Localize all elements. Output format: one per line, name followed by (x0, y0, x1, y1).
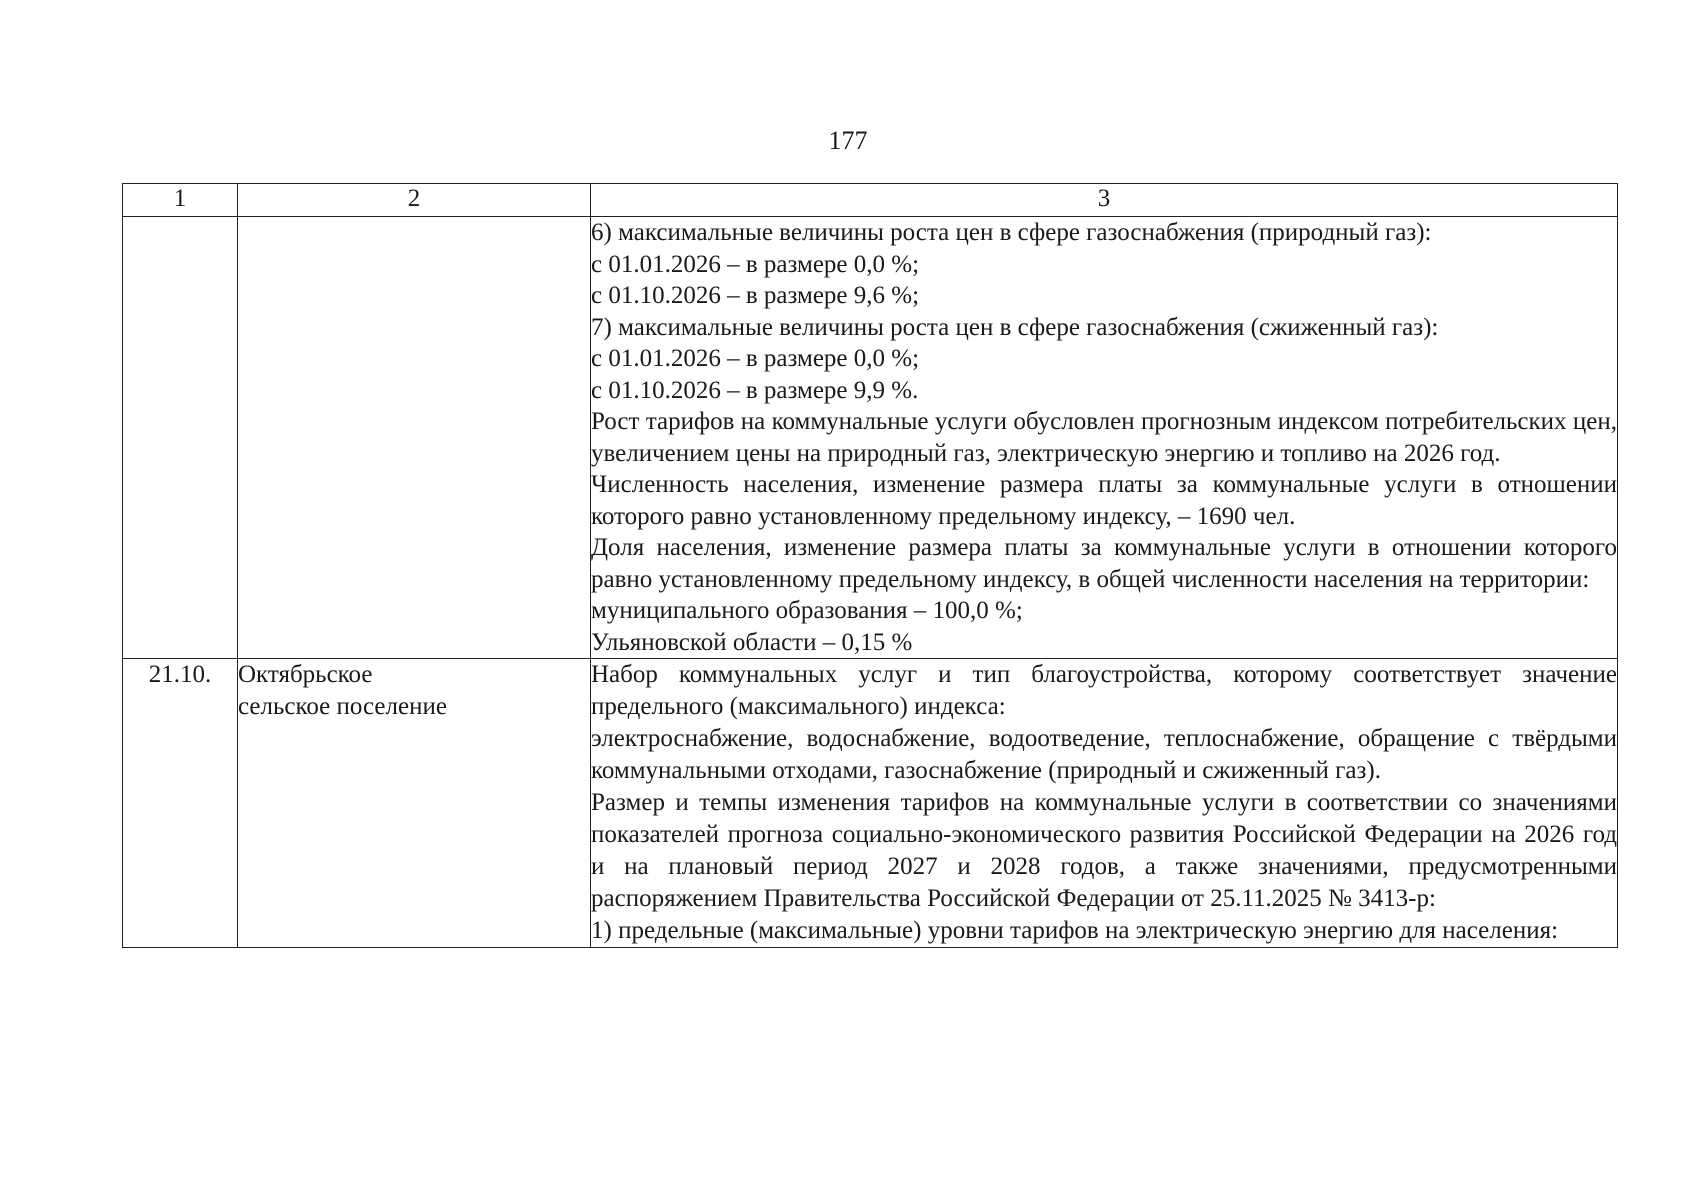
settlement-name-cell (238, 659, 591, 948)
paragraph: электроснабжение, водоснабжение, водоотведение, теплоснабжение, обращение с твёрдыми коммунальными отходами, газоснабжение (природный и сжиженный газ). (591, 725, 1617, 784)
description-cell (591, 659, 1618, 948)
tariff-table (122, 183, 1618, 948)
settlement-name-line: сельское поселение (238, 693, 447, 720)
paragraph: с 01.01.2026 – в размере 0,0 %; (591, 250, 920, 278)
settlement-name-cell (238, 217, 591, 659)
paragraph: 1) предельные (максимальные) уровни тарифов на электрическую энергию для населения: (591, 917, 1559, 944)
page-number: 177 (828, 126, 868, 155)
paragraph: с 01.01.2026 – в размере 0,0 %; (591, 345, 920, 372)
paragraph: Размер и темпы изменения тарифов на коммунальные услуги в соответствии со значениями показателей прогноза социально-экономического развития Российской Федерации на 2026 год и на плановый период 2027 и 2028 годов, а также значениями, предусмотренными распоряжением Правительства Российской Федерации от 25.11.2025 № 3413-р: (591, 789, 1617, 912)
paragraph: 7) максимальные величины роста цен в сфере газоснабжения (сжиженный газ): (591, 313, 1439, 341)
table-row (123, 659, 1618, 948)
row-number-cell (123, 217, 238, 659)
paragraph: с 01.10.2026 – в размере 9,9 %. (591, 376, 919, 404)
paragraph: муниципального образования – 100,0 %; (591, 597, 1023, 624)
paragraph: Ульяновской области – 0,15 % (591, 628, 913, 656)
table-row (123, 217, 1618, 659)
column-header-3: 3 (591, 184, 1618, 217)
paragraph: Рост тарифов на коммунальные услуги обусловлен прогнозным индексом потребительских цен, увеличением цены на природный газ, электрическую энергию и топливо на 2026 год. (591, 408, 1617, 467)
paragraph: 6) максимальные величины роста цен в сфере газоснабжения (природный газ): (591, 219, 1432, 246)
paragraph: с 01.10.2026 – в размере 9,6 %; (591, 282, 920, 309)
table-header-row (123, 184, 1618, 217)
description-cell (591, 217, 1618, 659)
row-number-cell: 21.10. (123, 659, 238, 948)
column-header-2: 2 (238, 184, 591, 217)
paragraph: Набор коммунальных услуг и тип благоустройства, которому соответствует значение предельного (максимального) индекса: (591, 661, 1617, 720)
paragraph: Доля населения, изменение размера платы за коммунальные услуги в отношении которого равно установленному предельному индексу, в общей численности населения на территории: (591, 534, 1617, 593)
paragraph: Численность населения, изменение размера платы за коммунальные услуги в отношении которого равно установленному предельному индексу, – 1690 чел. (591, 471, 1617, 530)
column-header-1: 1 (123, 184, 238, 217)
settlement-name-line: Октябрьское (238, 661, 373, 688)
